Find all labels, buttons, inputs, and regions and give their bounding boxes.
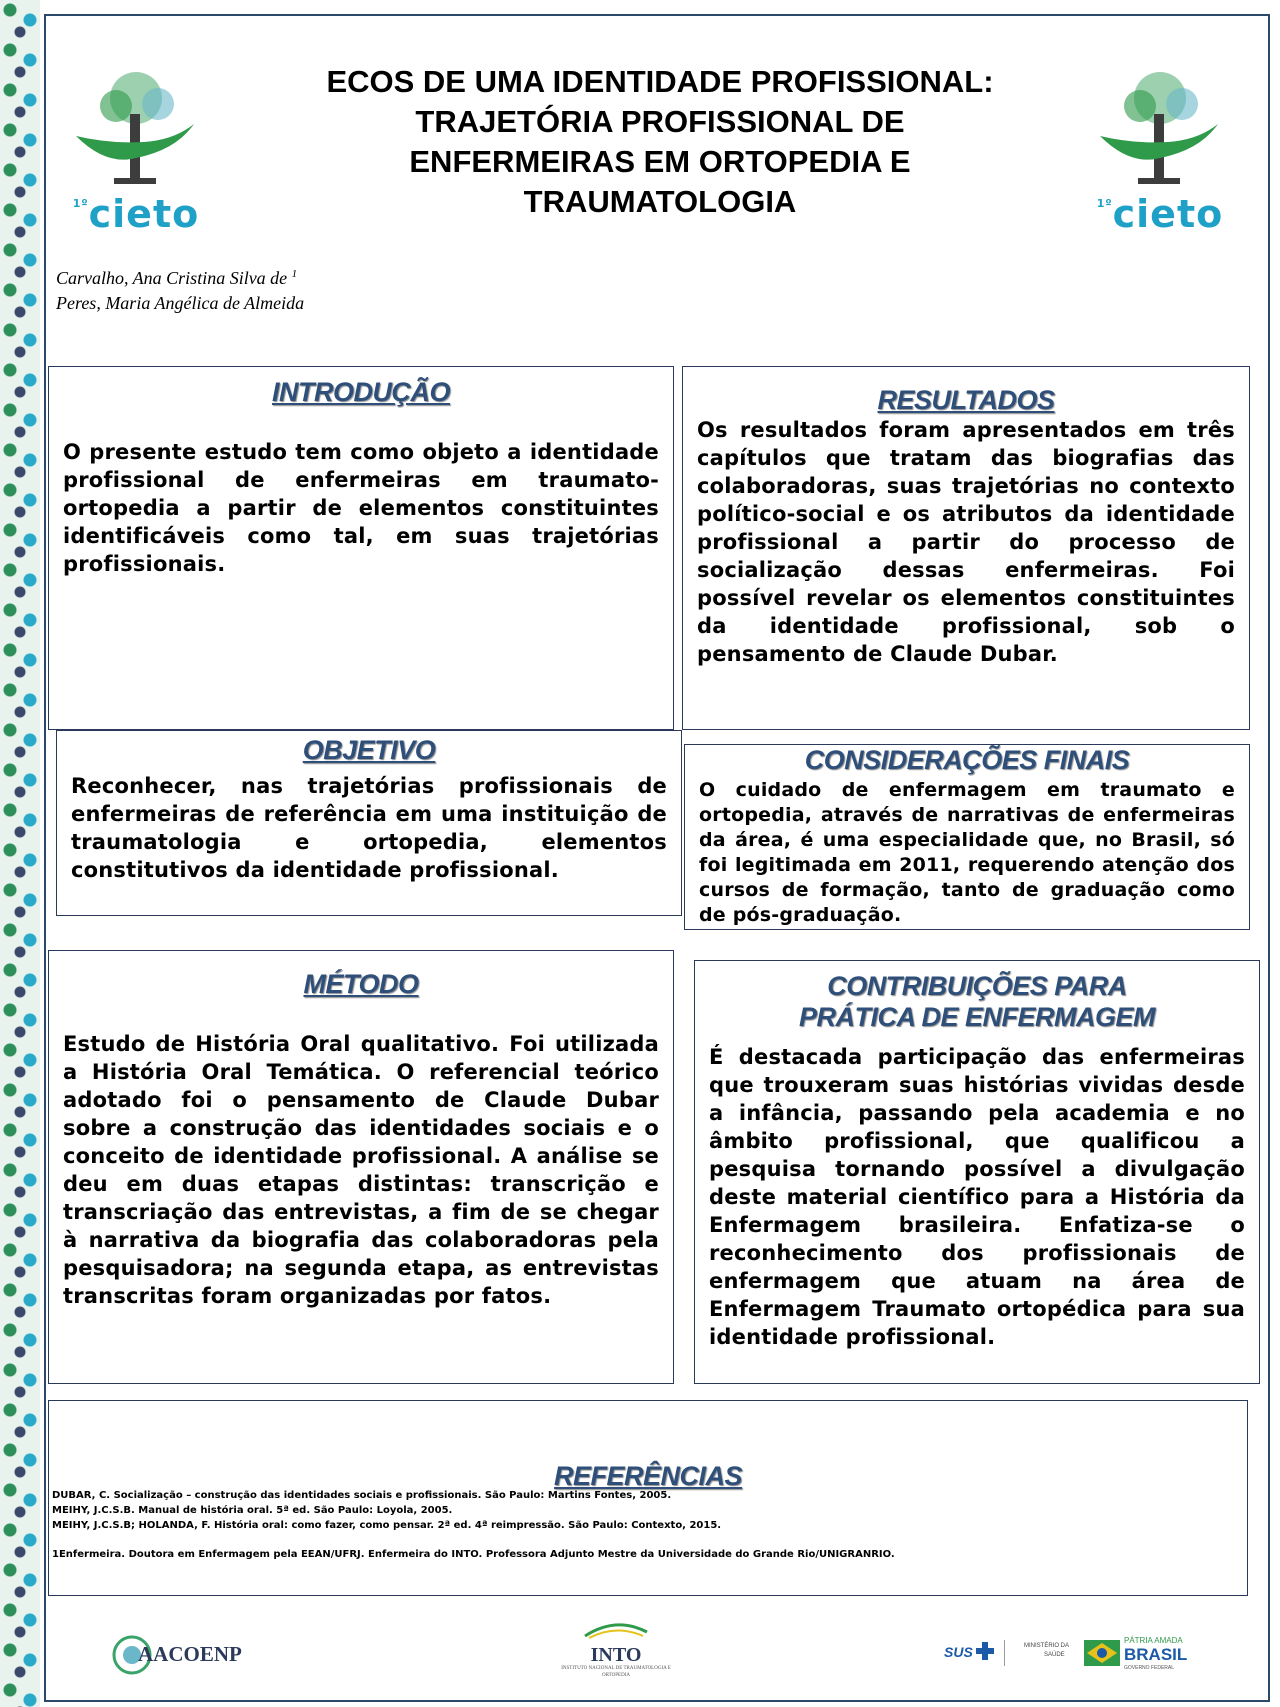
section-heading: OBJETIVO — [302, 735, 436, 765]
cieto-logo-left — [66, 66, 206, 236]
section-heading-line2: PRÁTICA DE ENFERMAGEM — [798, 1002, 1155, 1032]
section-objetivo — [56, 730, 682, 916]
government-logos — [944, 1632, 1214, 1672]
cieto-logo-text: $^{1º}$cieto — [1096, 192, 1224, 236]
cieto-logo-text: $^{1º}$cieto — [72, 192, 200, 236]
section-text: É destacada participação das enfermeiras que trouxeram suas histórias vividas desde a infância, passando pela academia e no âmbito profissional, que qualificou a pesquisa tornando possível a divulgação deste material científico para a História da Enfermagem brasileira. Enfatiza-se o reconhecimento dos profissionais de enfermagem que atuam na área de Enfermagem Traumato ortopédica para sua identidade profissional. — [709, 1045, 1245, 1349]
into-logo — [556, 1620, 676, 1690]
reference-item: MEIHY, J.C.S.B. Manual de história oral. 5ª ed. São Paulo: Loyola, 2005. — [52, 1505, 453, 1516]
section-text: Estudo de História Oral qualitativo. Foi utilizada a História Oral Temática. O referencial teórico adotado foi o pensamento de Claude Dubar sobre a construção das identidades sociais e o conceito de identidade profissional. A análise se deu em duas etapas distintas: transcrição e transcriação das entrevistas, a fim de se chegar à narrativa da biografia das colaboradoras pela pesquisadora; na segunda etapa, as entrevistas transcritas foram organizadas por fatos. — [63, 1032, 659, 1308]
section-heading: REFERÊNCIAS — [553, 1461, 743, 1491]
sus-text: SUS — [944, 1644, 973, 1660]
author-second: Peres, Maria Angélica de Almeida — [56, 293, 305, 313]
section-text: Reconhecer, nas trajetórias profissionais de enfermeiras de referência em uma instituição de traumatologia e ortopedia, elementos constitutivos da identidade profissional. — [71, 774, 667, 882]
section-text: O presente estudo tem como objeto a identidade profissional de enfermeiras em traumato-ortopedia a partir de elementos constituintes identificáveis como tal, em suas trajetórias profissionais. — [63, 440, 659, 576]
section-heading-line1: CONTRIBUIÇÕES PARA — [827, 971, 1127, 1001]
tree-lamp-icon — [66, 66, 206, 196]
section-heading: MÉTODO — [303, 969, 419, 999]
reference-item: DUBAR, C. Socialização – construção das identidades sociais e profissionais. São Paulo: Martins Fontes, 2005. — [52, 1490, 672, 1501]
brazil-flag-icon — [1084, 1640, 1120, 1666]
section-contribuicoes — [694, 960, 1260, 1384]
poster-title: ECOS DE UMA IDENTIDADE PROFISSIONAL: TRAJETÓRIA PROFISSIONAL DE ENFERMEIRAS EM ORTOPEDIA E TRAUMATOLOGIA — [326, 64, 994, 219]
into-subtitle: INSTITUTO NACIONAL DE TRAUMATOLOGIA E ORTOPEDIA — [561, 1666, 671, 1678]
tree-lamp-icon — [1090, 66, 1230, 196]
section-introducao — [48, 366, 674, 730]
section-heading: INTRODUÇÃO — [272, 377, 450, 407]
decorative-side-border — [0, 0, 40, 1707]
references-list — [52, 1488, 1242, 1562]
section-metodo — [48, 950, 674, 1384]
authors — [56, 262, 304, 316]
patria-amada-brasil-text: PÁTRIA AMADA BRASIL GOVERNO FEDERAL — [1124, 1636, 1188, 1671]
author-first: Carvalho, Ana Cristina Silva de $^1$ — [56, 268, 298, 288]
author-footnote: 1Enfermeira. Doutora em Enfermagem pela EEAN/UFRJ. Enfermeira do INTO. Professora Adjunto Mestre da Universidade do Grande Rio/UNIGRANRIO. — [52, 1549, 895, 1560]
section-consideracoes-finais — [684, 744, 1250, 930]
sus-cross-icon — [976, 1642, 994, 1660]
section-resultados — [682, 366, 1250, 730]
ministerio-text: MINISTÉRIO DA SAÚDE — [1024, 1643, 1070, 1658]
section-text: Os resultados foram apresentados em três capítulos que tratam das biografias das colaboradoras, suas trajetórias no contexto político-social e os atributos da identidade profissional a partir do processo de socialização dessas enfermeiras. Foi possível revelar os elementos constituintes da identidade profissional, sob o pensamento de Claude Dubar. — [697, 418, 1235, 666]
section-heading: CONSIDERAÇÕES FINAIS — [804, 745, 1130, 775]
section-text: O cuidado de enfermagem em traumato e ortopedia, através de narrativas de enfermeiras da área, é uma especialidade que, no Brasil, só foi legitimada em 2011, requerendo atenção dos cursos de formação, tanto de graduação como de pós-graduação. — [699, 779, 1235, 926]
section-heading: RESULTADOS — [877, 385, 1055, 415]
cieto-logo-right — [1090, 66, 1230, 236]
logo-divider — [1004, 1640, 1005, 1666]
aacoenp-text: AACOENP — [138, 1642, 242, 1666]
reference-item: MEIHY, J.C.S.B; HOLANDA, F. História oral: como fazer, como pensar. 2ª ed. 4ª reimpressão. São Paulo: Contexto, 2015. — [52, 1520, 722, 1531]
into-text: INTO — [590, 1644, 642, 1666]
aacoenp-logo — [112, 1626, 252, 1686]
into-swoosh-icon — [581, 1620, 651, 1640]
